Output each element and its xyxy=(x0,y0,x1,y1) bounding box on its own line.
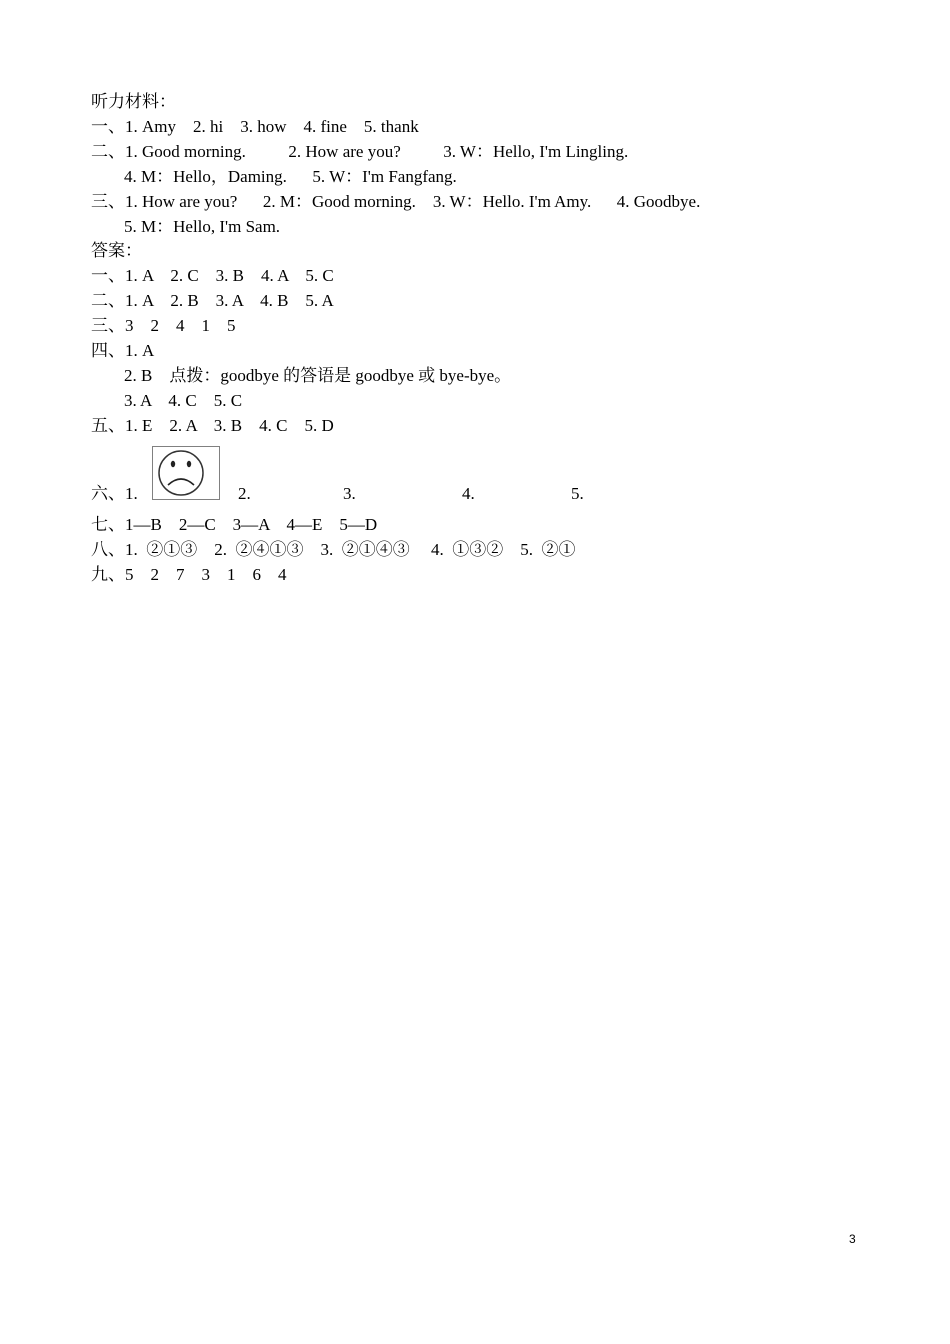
answer-section-4-line-2: 2. B 点拨：goodbye 的答语是 goodbye 或 bye-bye。 xyxy=(124,366,512,385)
answer-section-4-line-3: 3. A 4. C 5. C xyxy=(124,391,243,410)
listening-heading: 听力材料： xyxy=(91,92,176,111)
listening-section-3-line-2: 5. M：Hello, I'm Sam. xyxy=(124,217,281,236)
answer-section-4-line-1: 四、1. A xyxy=(91,341,155,360)
answer-section-6-item-3: 3. xyxy=(343,484,356,503)
answer-section-6-label: 六、1. xyxy=(91,484,138,503)
answer-section-9: 九、5 2 7 3 1 6 4 xyxy=(91,565,287,584)
answer-section-7: 七、1—B 2—C 3—A 4—E 5—D xyxy=(91,515,378,534)
listening-section-1: 一、1. Amy 2. hi 3. how 4. fine 5. thank xyxy=(91,117,419,136)
answer-section-6-item-4: 4. xyxy=(462,484,475,503)
answer-section-6-item-5: 5. xyxy=(571,484,584,503)
answer-section-2: 二、1. A 2. B 3. A 4. B 5. A xyxy=(91,291,334,310)
answer-section-5: 五、1. E 2. A 3. B 4. C 5. D xyxy=(91,416,334,435)
answer-section-8: 八、1. ②①③ 2. ②④①③ 3. ②①④③ 4. ①③② 5. ②① xyxy=(91,540,576,559)
page-number: 3 xyxy=(849,1232,856,1246)
listening-section-2-line-1: 二、1. Good morning. 2. How are you? 3. W：Hello, I'm Lingling. xyxy=(91,142,629,161)
sad-face-icon xyxy=(153,447,219,499)
answer-section-6-item-2: 2. xyxy=(238,484,251,503)
listening-section-3-line-1: 三、1. How are you? 2. M：Good morning. 3. W：Hello. I'm Amy. 4. Goodbye. xyxy=(91,192,701,211)
answers-heading: 答案： xyxy=(91,241,142,260)
answer-section-3: 三、3 2 4 1 5 xyxy=(91,316,236,335)
answer-section-1: 一、1. A 2. C 3. B 4. A 5. C xyxy=(91,266,334,285)
listening-section-2-line-2: 4. M：Hello，Daming. 5. W：I'm Fangfang. xyxy=(124,167,457,186)
sad-face-image xyxy=(152,446,220,500)
